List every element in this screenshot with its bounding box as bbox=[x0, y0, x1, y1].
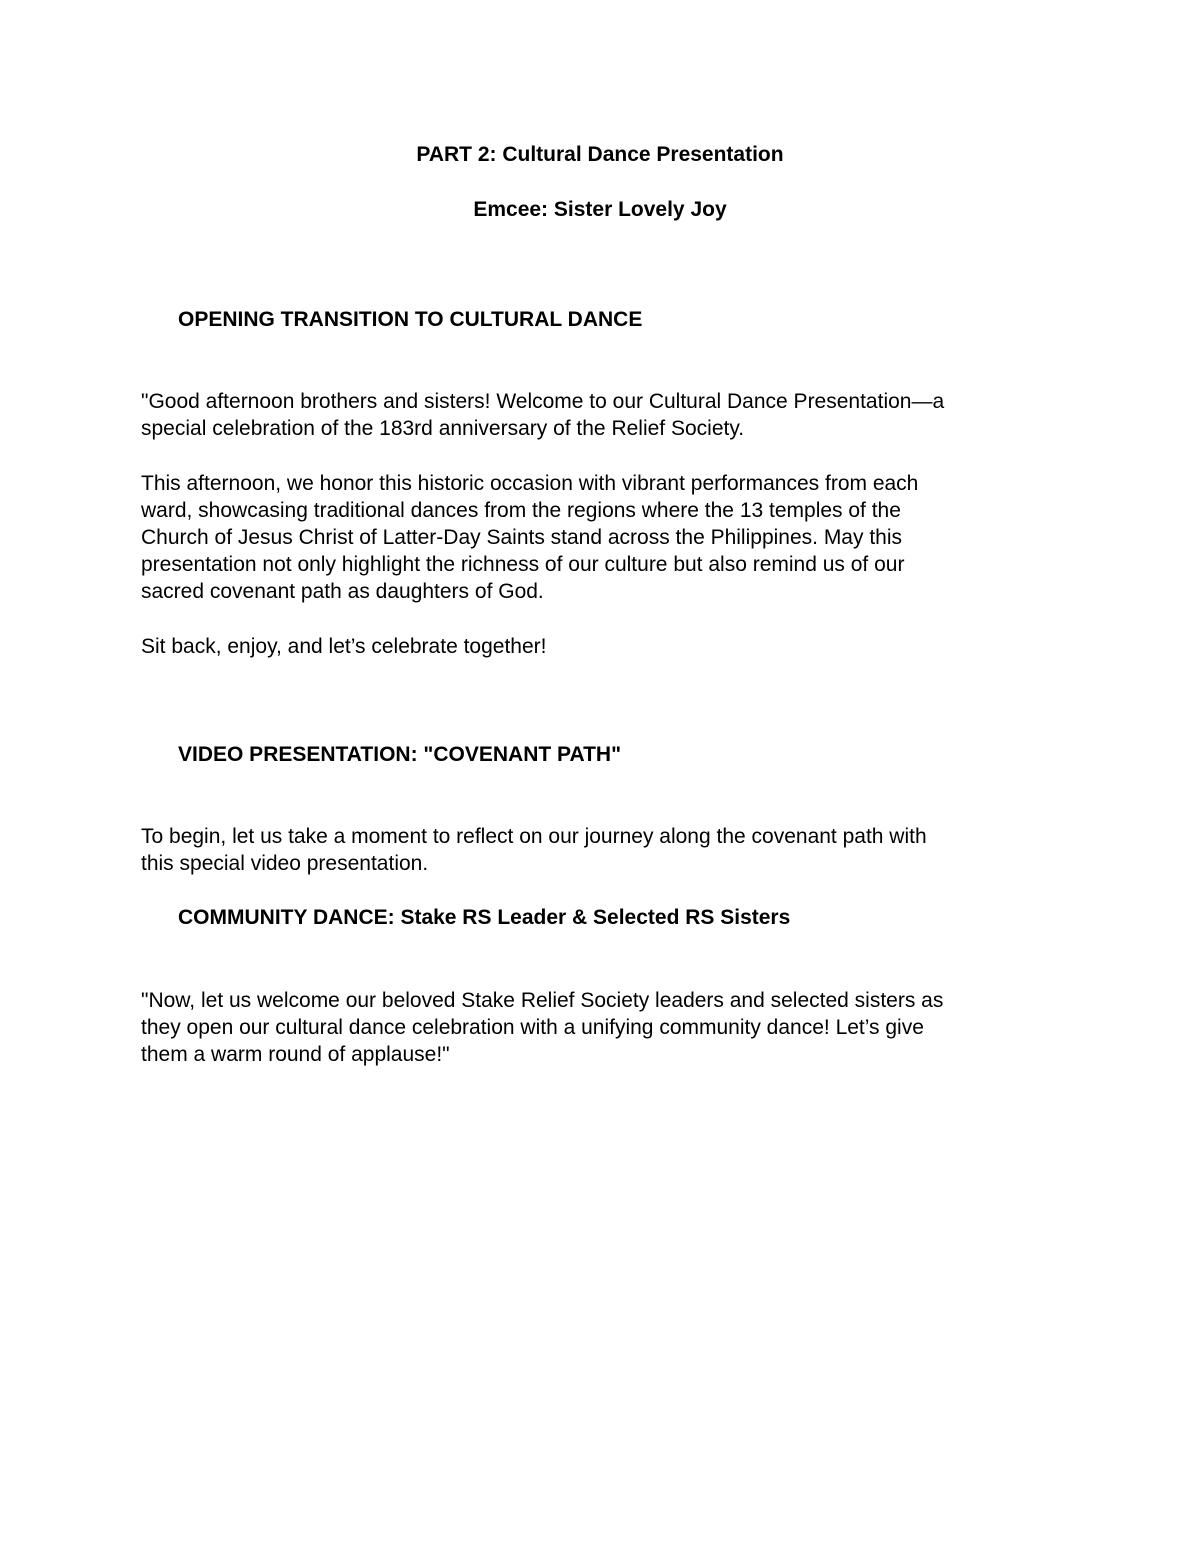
paragraph-community-dance bbox=[141, 987, 1061, 1068]
paragraph-line: this special video presentation. bbox=[141, 852, 429, 875]
paragraph-welcome bbox=[141, 388, 1061, 442]
section-heading-community-dance: COMMUNITY DANCE: Stake RS Leader & Selected RS Sisters bbox=[178, 906, 791, 929]
paragraph-line: "Now, let us welcome our beloved Stake Relief Society leaders and selected sisters as bbox=[141, 989, 944, 1012]
paragraph-line: sacred covenant path as daughters of God. bbox=[141, 580, 544, 603]
paragraph-line: This afternoon, we honor this historic occasion with vibrant performances from each bbox=[141, 472, 919, 495]
paragraph-line: "Good afternoon brothers and sisters! Welcome to our Cultural Dance Presentation—a bbox=[141, 390, 945, 413]
paragraph-line: Church of Jesus Christ of Latter-Day Saints stand across the Philippines. May this bbox=[141, 526, 903, 549]
paragraph-line: them a warm round of applause!" bbox=[141, 1043, 450, 1066]
paragraph-celebrate bbox=[141, 633, 1061, 660]
paragraph-video-intro bbox=[141, 823, 1061, 877]
paragraph-line: presentation not only highlight the richness of our culture but also remind us of our bbox=[141, 553, 905, 576]
paragraph-line: Sit back, enjoy, and let’s celebrate together! bbox=[141, 635, 547, 658]
paragraph-line: ward, showcasing traditional dances from the regions where the 13 temples of the bbox=[141, 499, 901, 522]
paragraph-honor bbox=[141, 470, 1061, 605]
paragraph-line: To begin, let us take a moment to reflect on our journey along the covenant path with bbox=[141, 825, 927, 848]
paragraph-line: special celebration of the 183rd anniversary of the Relief Society. bbox=[141, 417, 745, 440]
section-heading-opening-transition: OPENING TRANSITION TO CULTURAL DANCE bbox=[178, 308, 643, 331]
section-heading-video-presentation: VIDEO PRESENTATION: "COVENANT PATH" bbox=[178, 743, 622, 766]
paragraph-line: they open our cultural dance celebration with a unifying community dance! Let’s give bbox=[141, 1016, 924, 1039]
emcee-line: Emcee: Sister Lovely Joy bbox=[473, 198, 727, 221]
part-title: PART 2: Cultural Dance Presentation bbox=[416, 143, 784, 166]
